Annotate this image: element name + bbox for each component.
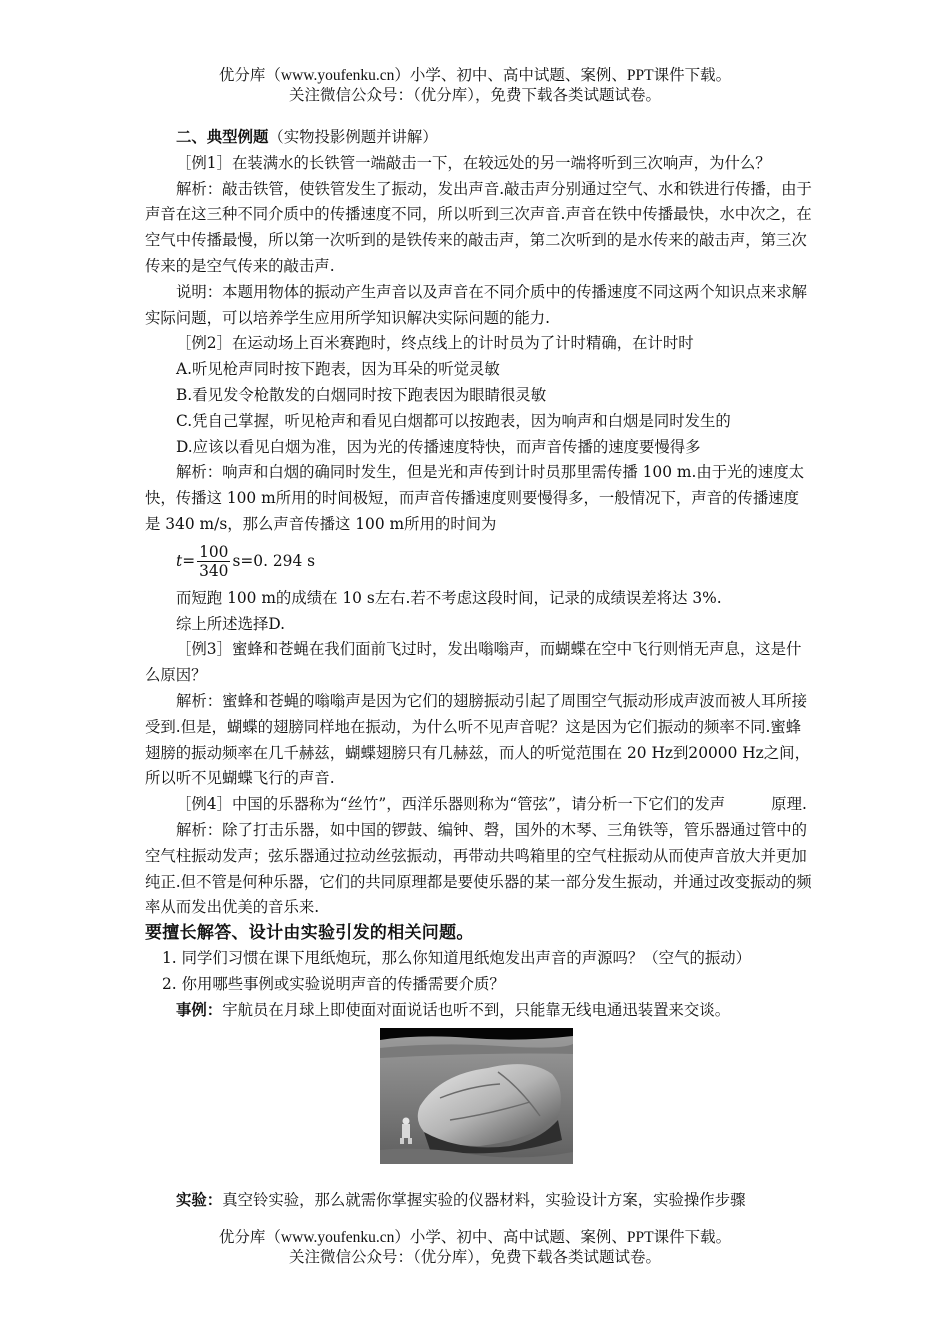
example-2-conclusion: 综上所述选择D. bbox=[176, 614, 286, 633]
example-1-analysis: 解析：敲击铁管，使铁管发生了振动，发出声音.敲击声分别通过空气、水和铁进行传播，由于声音在这三种不同介质中的传播速度不同，所以听到三次声音.声音在铁中传播最快，水中次之，在空气中传播最慢，所以第一次听到的是铁传来的敲击声，第二次听到的是水传来的敲击声，第三次传来的是空气传来的敲击声. bbox=[145, 179, 812, 275]
example-label: 事例： bbox=[176, 1000, 223, 1019]
formula-equals: = bbox=[182, 551, 196, 570]
formula-denominator: 340 bbox=[199, 562, 229, 581]
practice-heading: 要擅长解答、设计由实验引发的相关问题。 bbox=[145, 923, 474, 944]
example-4-question-b1: 声 bbox=[709, 795, 726, 814]
example-2-option-d: D.应该以看见白烟为准，因为光的传播速度特快，而声音传播的速度要慢得多 bbox=[176, 437, 701, 456]
example-2-question: ［例2］在运动场上百米赛跑时，终点线上的计时员为了计时精确，在计时时 bbox=[176, 334, 694, 353]
example-1-question: ［例1］在装满水的长铁管一端敲击一下，在较远处的另一端将听到三次响声，为什么？ bbox=[176, 153, 771, 172]
example-2-option-b: B.看见发令枪散发的白烟同时按下跑表因为眼睛很灵敏 bbox=[176, 385, 547, 404]
example-4-analysis: 解析：除了打击乐器，如中国的锣鼓、编钟、磬，国外的木琴、三角铁等，管乐器通过管中的空气柱振动发声；弦乐器通过拉动丝弦振动，再带动共鸣箱里的空气柱振动从而使声音放大并更加纯正.但不管是何种乐器，它们的共同原理都是要使乐器的某一部分发生振动，并通过改变振动的频率从而发出优美的音乐来. bbox=[145, 820, 812, 917]
example-4-question-b2: 原理. bbox=[771, 795, 807, 814]
time-formula bbox=[145, 538, 813, 586]
practice-item-1: 1. 同学们习惯在课下甩纸炮玩，那么你知道甩纸炮发出声音的声源吗？（空气的振动） bbox=[162, 949, 752, 968]
document-body bbox=[145, 125, 813, 1213]
header-line-1: 优分库（www.youfenku.cn）小学、初中、高中试题、案例、PPT课件下载。 bbox=[218, 67, 732, 84]
header-line-2: 关注微信公众号：（优分库），免费下载各类试题试卷。 bbox=[288, 87, 661, 104]
example-4-question bbox=[145, 792, 813, 818]
formula-result: s=0. 294 s bbox=[232, 551, 316, 570]
practice-item-2: 2. 你用哪些事例或实验说明声音的传播需要介质？ bbox=[162, 974, 505, 993]
example-3-analysis: 解析：蜜蜂和苍蝇的嗡嗡声是因为它们的翅膀振动引起了周围空气振动形成声波而被人耳所接受到.但是，蝴蝶的翅膀同样地在振动，为什么听不见声音呢？这是因为它们振动的频率不同.蜜蜂翅膀的振动频率在几千赫兹，蝴蝶翅膀只有几赫兹，而人的听觉范围在 20 Hz到20000 Hz之间，所以听不见蝴蝶飞行的声音. bbox=[145, 691, 810, 788]
page-footer bbox=[0, 1228, 950, 1268]
formula-variable: t bbox=[176, 551, 183, 570]
section-note: （实物投影例题并讲解） bbox=[268, 128, 438, 146]
experiment-text: 真空铃实验，那么就需你掌握实验的仪器材料，实验设计方案，实验操作步骤 bbox=[222, 1190, 746, 1209]
example-text: 宇航员在月球上即使面对面说话也听不到，只能靠无线电通迅装置来交谈。 bbox=[222, 1000, 731, 1019]
example-2-option-c: C.凭自己掌握，听见枪声和看见白烟都可以按跑表，因为响声和白烟是同时发生的 bbox=[176, 411, 731, 430]
moon-astronaut-photo bbox=[380, 1028, 573, 1164]
experiment-label: 实验： bbox=[176, 1190, 223, 1209]
practice-example bbox=[145, 998, 813, 1024]
page-header bbox=[0, 66, 950, 106]
example-1-explanation: 说明：本题用物体的振动产生声音以及声音在不同介质中的传播速度不同这两个知识点来求解实际问题，可以培养学生应用所学知识解决实际问题的能力. bbox=[145, 282, 808, 327]
example-2-after: 而短跑 100 m的成绩在 10 s左右.若不考虑这段时间，记录的成绩误差将达 3%. bbox=[176, 588, 722, 607]
footer-line-1: 优分库（www.youfenku.cn）小学、初中、高中试题、案例、PPT课件下载。 bbox=[218, 1229, 732, 1246]
footer-line-2: 关注微信公众号：（优分库），免费下载各类试题试卷。 bbox=[288, 1249, 661, 1266]
example-2-option-a: A.听见枪声同时按下跑表，因为耳朵的听觉灵敏 bbox=[176, 360, 500, 379]
example-3-question: ［例3］蜜蜂和苍蝇在我们面前飞过时，发出嗡嗡声，而蝴蝶在空中飞行则悄无声息，这是什么原因？ bbox=[145, 640, 802, 685]
section-title: 二、典型例题 bbox=[176, 128, 269, 146]
formula-fraction bbox=[197, 543, 230, 580]
practice-experiment bbox=[145, 1188, 813, 1214]
section-heading bbox=[145, 125, 813, 151]
photo-container bbox=[145, 1028, 813, 1178]
example-4-question-a: ［例4］中国的乐器称为“丝竹”，西洋乐器则称为“管弦”，请分析一下它们的发 bbox=[176, 795, 710, 814]
formula-numerator: 100 bbox=[199, 543, 229, 562]
example-2-analysis: 解析：响声和白烟的确同时发生，但是光和声传到计时员那里需传播 100 m.由于光的速度太快，传播这 100 m所用的时间极短，而声音传播速度则要慢得多，一般情况下，声音的传播速度是 340 m/s，那么声音传播这 100 m所用的时间为 bbox=[145, 463, 805, 533]
